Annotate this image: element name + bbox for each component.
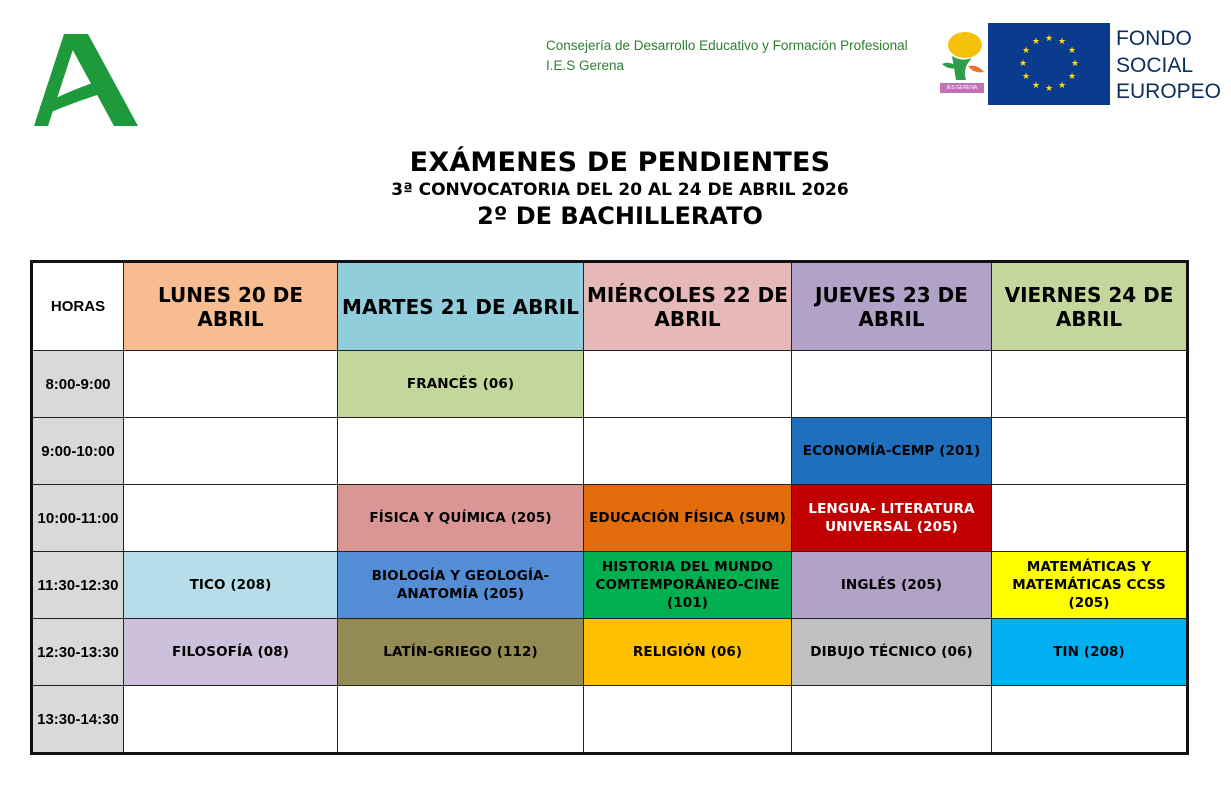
svg-text:★: ★: [1057, 37, 1067, 47]
document-titles: [340, 147, 900, 231]
fse-line-2: SOCIAL: [1116, 53, 1194, 77]
empty-cell: [992, 686, 1188, 754]
horas-header: HORAS: [32, 262, 124, 351]
course-level: 2º DE BACHILLERATO: [477, 202, 763, 230]
svg-text:★: ★: [1021, 46, 1031, 56]
exam-cell: FILOSOFÍA (08): [124, 619, 338, 686]
day-header-jueves: JUEVES 23 DE ABRIL: [792, 262, 992, 351]
exam-cell: DIBUJO TÉCNICO (06): [792, 619, 992, 686]
svg-text:★: ★: [1067, 72, 1077, 82]
svg-text:★: ★: [1070, 59, 1080, 69]
empty-cell: [584, 686, 792, 754]
exam-cell: RELIGIÓN (06): [584, 619, 792, 686]
empty-cell: [124, 485, 338, 552]
fondo-social-europeo-text: [1116, 26, 1226, 106]
svg-text:★: ★: [1067, 46, 1077, 56]
exam-cell: LATÍN-GRIEGO (112): [338, 619, 584, 686]
day-header-miercoles: MIÉRCOLES 22 DE ABRIL: [584, 262, 792, 351]
empty-cell: [584, 418, 792, 485]
svg-text:★: ★: [1031, 81, 1041, 91]
empty-cell: [584, 351, 792, 418]
fse-line-3: EUROPEO: [1116, 80, 1222, 103]
school-name: I.E.S Gerena: [546, 58, 625, 73]
empty-cell: [124, 351, 338, 418]
empty-cell: [124, 418, 338, 485]
exam-cell: TICO (208): [124, 552, 338, 619]
table-header-row: [32, 262, 1188, 351]
page-subtitle: 3ª CONVOCATORIA DEL 20 AL 24 DE ABRIL 2026: [391, 180, 849, 200]
table-row: [32, 619, 1188, 686]
eu-flag-logo: [988, 23, 1110, 105]
exam-cell: BIOLOGÍA Y GEOLOGÍA-ANATOMÍA (205): [338, 552, 584, 619]
svg-text:★: ★: [1031, 37, 1041, 47]
empty-cell: [338, 418, 584, 485]
consejeria-name: Consejería de Desarrollo Educativo y Formación Profesional: [546, 38, 908, 53]
exam-cell: ECONOMÍA-CEMP (201): [792, 418, 992, 485]
exam-cell: MATEMÁTICAS Y MATEMÁTICAS CCSS (205): [992, 552, 1188, 619]
fse-line-1: FONDO: [1116, 27, 1192, 50]
exam-cell: LENGUA- LITERATURA UNIVERSAL (205): [792, 485, 992, 552]
exam-cell: FÍSICA Y QUÍMICA (205): [338, 485, 584, 552]
empty-cell: [792, 686, 992, 754]
hour-cell: 9:00-10:00: [32, 418, 124, 485]
empty-cell: [992, 351, 1188, 418]
ies-logo-caption: IES GERENA: [940, 83, 984, 93]
svg-text:★: ★: [1044, 34, 1054, 44]
svg-text:★: ★: [1057, 81, 1067, 91]
exam-cell: HISTORIA DEL MUNDO COMTEMPORÁNEO-CINE (101): [584, 552, 792, 619]
ies-gerena-logo: [938, 30, 988, 98]
page-title: EXÁMENES DE PENDIENTES: [409, 147, 831, 178]
svg-text:★: ★: [1021, 72, 1031, 82]
hour-cell: 13:30-14:30: [32, 686, 124, 754]
empty-cell: [992, 418, 1188, 485]
table-row: [32, 552, 1188, 619]
consejeria-text: [546, 36, 936, 76]
exam-schedule-table: [30, 260, 1189, 755]
svg-text:★: ★: [1018, 59, 1028, 69]
day-header-lunes: LUNES 20 DE ABRIL: [124, 262, 338, 351]
hour-cell: 11:30-12:30: [32, 552, 124, 619]
exam-cell: INGLÉS (205): [792, 552, 992, 619]
table-row: [32, 351, 1188, 418]
table-row: [32, 686, 1188, 754]
exam-cell: EDUCACIÓN FÍSICA (SUM): [584, 485, 792, 552]
table-row: [32, 485, 1188, 552]
hour-cell: 8:00-9:00: [32, 351, 124, 418]
junta-andalucia-logo: [34, 34, 138, 132]
empty-cell: [338, 686, 584, 754]
empty-cell: [992, 485, 1188, 552]
exam-cell: FRANCÉS (06): [338, 351, 584, 418]
day-header-viernes: VIERNES 24 DE ABRIL: [992, 262, 1188, 351]
hour-cell: 10:00-11:00: [32, 485, 124, 552]
day-header-martes: MARTES 21 DE ABRIL: [338, 262, 584, 351]
exam-cell: TIN (208): [992, 619, 1188, 686]
hour-cell: 12:30-13:30: [32, 619, 124, 686]
svg-text:★: ★: [1044, 84, 1054, 94]
empty-cell: [124, 686, 338, 754]
empty-cell: [792, 351, 992, 418]
table-row: [32, 418, 1188, 485]
